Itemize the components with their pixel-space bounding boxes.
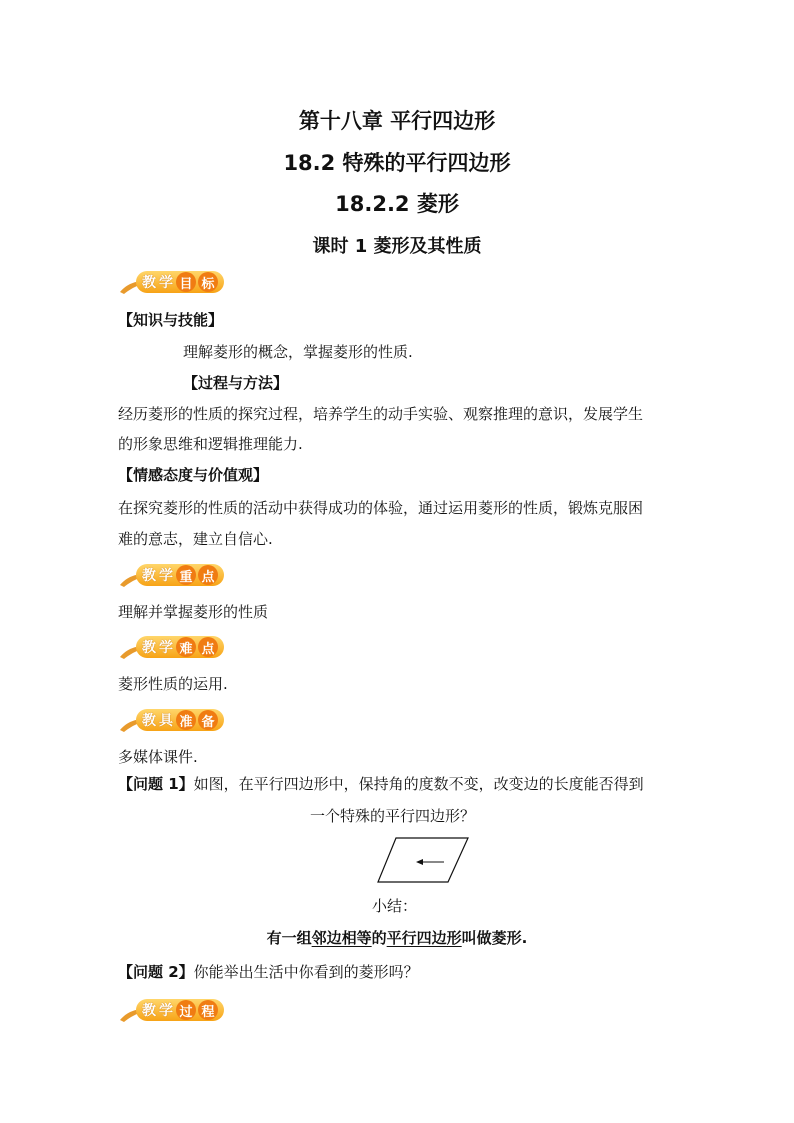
problem-2-label: 【问题 2】 [118,963,194,981]
badge-char: 教 [142,713,157,729]
badge-pill [136,709,224,731]
definition-underlined: 邻边相等 [311,929,372,947]
definition-part: 的 [371,929,387,947]
subsection-title: 18.2.2 菱形 [335,192,459,216]
parallelogram-figure [376,836,472,886]
process-badge [118,996,228,1026]
badge-char: 教 [142,640,157,656]
badge-pill [136,636,224,658]
knowledge-heading: 【知识与技能】 [118,311,224,329]
process-heading: 【过程与方法】 [183,374,289,392]
problem-1-text-2: 一个特殊的平行四边形？ [310,807,476,825]
badge-pill [136,564,224,586]
emotion-text-1: 在探究菱形的性质的活动中获得成功的体验，通过运用菱形的性质，锻炼克服困 [118,499,644,517]
badge-char: 难 [176,637,196,657]
badge-char: 点 [198,565,218,585]
preparation-text: 多媒体课件. [118,748,198,766]
badge-char: 具 [159,713,174,729]
process-text-1: 经历菱形的性质的探究过程，培养学生的动手实验、观察推理的意识，发展学生 [118,405,644,423]
badge-char: 学 [159,1003,174,1019]
badge-char: 程 [198,1000,218,1020]
badge-char: 学 [159,275,174,291]
emotion-heading: 【情感态度与价值观】 [118,466,269,484]
problem-2 [118,962,419,982]
key-points-text: 理解并掌握菱形的性质 [118,603,269,621]
definition-part: 有一组 [266,929,312,947]
problem-1-label: 【问题 1】 [118,775,194,793]
problem-1 [118,774,644,794]
badge-char: 过 [176,1000,196,1020]
badge-char: 教 [142,275,157,291]
key-points-badge [118,561,228,591]
definition-part: 叫做菱形. [461,929,528,947]
badge-char: 标 [198,272,218,292]
summary-label: 小结： [372,897,418,915]
knowledge-text: 理解菱形的概念，掌握菱形的性质. [183,343,413,361]
badge-char: 目 [176,272,196,292]
emotion-text-2: 难的意志，建立自信心. [118,530,273,548]
process-text-2: 的形象思维和逻辑推理能力. [118,435,303,453]
summary-definition [0,928,794,948]
chapter-title: 第十八章 平行四边形 [298,109,496,133]
problem-2-text: 你能举出生活中你看到的菱形吗？ [193,963,419,981]
badge-char: 学 [159,568,174,584]
badge-char: 备 [198,710,218,730]
difficulties-text: 菱形性质的运用. [118,675,228,693]
lesson-title: 课时 1 菱形及其性质 [312,236,482,257]
badge-char: 学 [159,640,174,656]
badge-char: 准 [176,710,196,730]
difficulties-badge [118,633,228,663]
section-title: 18.2 特殊的平行四边形 [283,151,511,175]
badge-pill [136,999,224,1021]
problem-1-text: 如图，在平行四边形中，保持角的度数不变，改变边的长度能否得到 [193,775,644,793]
badge-char: 重 [176,565,196,585]
badge-char: 教 [142,568,157,584]
preparation-badge [118,706,228,736]
badge-pill [136,271,224,293]
badge-char: 教 [142,1003,157,1019]
objectives-badge [118,268,228,298]
badge-char: 点 [198,637,218,657]
definition-underlined: 平行四边形 [386,929,462,947]
